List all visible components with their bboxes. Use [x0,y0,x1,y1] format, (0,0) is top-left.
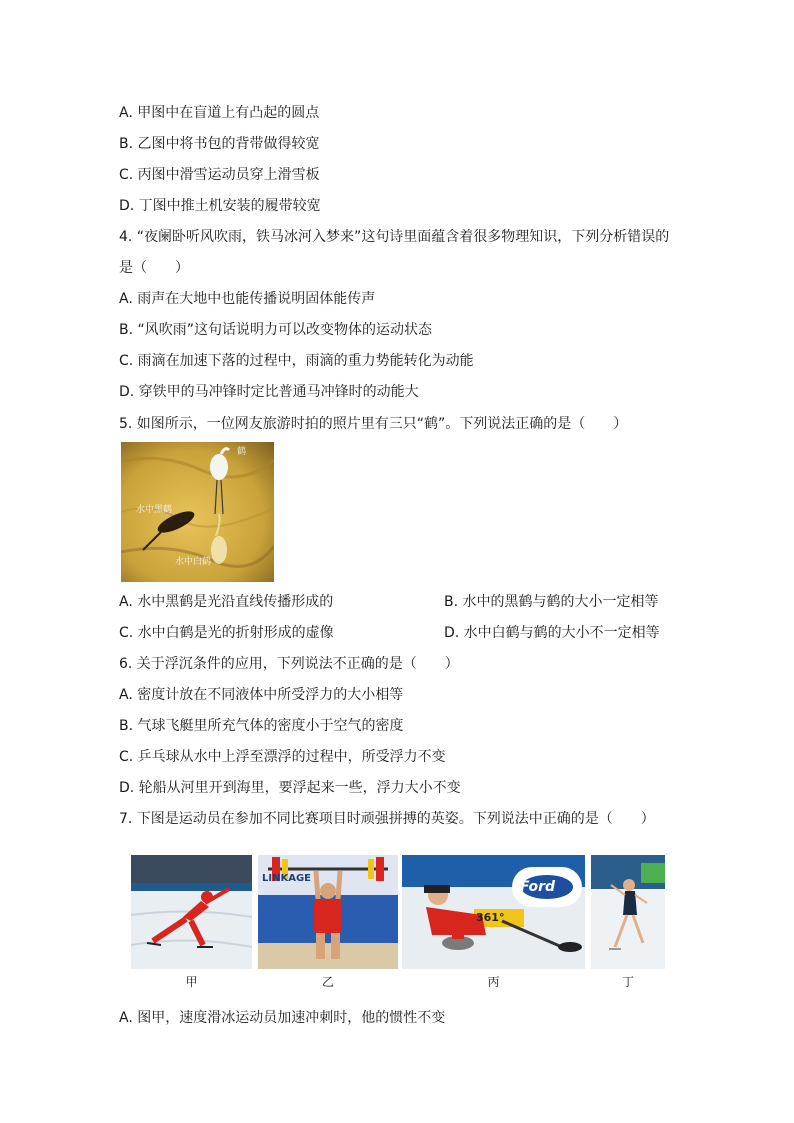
q6-stem: 6. 关于浮沉条件的应用，下列说法不正确的是（ ） [119,656,459,672]
q7-option-a: A. 图甲，速度滑冰运动员加速冲刺时，他的惯性不变 [119,1010,446,1026]
ford-logo: Ford [520,879,556,895]
q3-option-a: A. 甲图中在盲道上有凸起的圆点 [119,105,320,121]
q4-option-a: A. 雨声在大地中也能传播说明固体能传声 [119,291,376,307]
caption-jia: 甲 [185,975,198,989]
q3-option-c: C. 丙图中滑雪运动员穿上滑雪板 [119,167,320,183]
q3-option-d: D. 丁图中推土机安装的履带较宽 [119,198,321,214]
q4-option-c: C. 雨滴在加速下落的过程中，雨滴的重力势能转化为动能 [119,353,474,369]
q6-option-c: C. 乒乓球从水中上浮至漂浮的过程中，所受浮力不变 [119,749,446,765]
black-reflection-label: 水中黑鹤 [136,505,173,515]
q6-option-a: A. 密度计放在不同液体中所受浮力的大小相等 [119,687,404,703]
q5-option-a: A. 水中黑鹤是光沿直线传播形成的 [119,594,334,610]
caption-yi: 乙 [321,975,334,989]
q4-option-d: D. 穿铁甲的马冲锋时定比普通马冲锋时的动能大 [119,384,419,400]
crane-label: 鹤 [237,447,247,457]
q5-option-c: C. 水中白鹤是光的折射形成的虚像 [119,625,334,641]
caption-bing: 丙 [487,975,500,989]
figure-skater-photo [591,855,665,969]
crane-reflection-photo [121,442,274,582]
speed-skater-photo [131,855,252,969]
q7-stem: 7. 下图是运动员在参加不同比赛项目时顽强拼搏的英姿。下列说法中正确的是（ ） [119,811,655,827]
q3-option-b: B. 乙图中将书包的背带做得较宽 [119,136,320,152]
q5-option-d: D. 水中白鹤与鹤的大小不一定相等 [444,625,660,641]
sponsor-361-sign: 361° [476,911,505,924]
q6-option-b: B. 气球飞艇里所充气体的密度小于空气的密度 [119,718,404,734]
figure-skater-illustration [591,855,665,969]
q4-stem-line2: 是（ ） [119,260,189,276]
q6-option-d: D. 轮船从河里开到海里，要浮起来一些，浮力大小不变 [119,780,461,796]
linkage-sign: LINKAGE [262,873,311,884]
white-reflection-label: 水中白鹤 [175,557,212,567]
speed-skater-illustration [131,855,252,969]
curling-photo [402,855,585,969]
q4-option-b: B. “风吹雨”这句话说明力可以改变物体的运动状态 [119,322,433,338]
q4-stem-line1: 4. “夜阑卧听风吹雨，铁马冰河入梦来”这句诗里面蕴含着很多物理知识，下列分析错误的 [119,229,670,245]
q5-option-b: B. 水中的黑鹤与鹤的大小一定相等 [444,594,659,610]
q5-stem: 5. 如图所示，一位网友旅游时拍的照片里有三只“鹤”。下列说法正确的是（ ） [119,416,628,432]
caption-ding: 丁 [621,975,634,989]
weightlifter-photo [258,855,398,969]
